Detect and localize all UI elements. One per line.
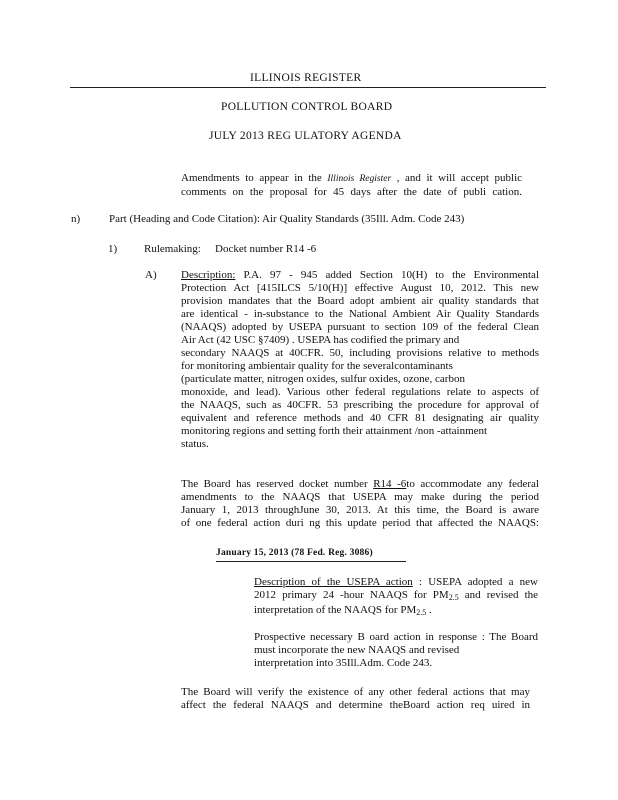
- usepa-action-label: Description of the USEPA action: [254, 576, 413, 588]
- rulemaking-label: Rulemaking:: [144, 243, 201, 255]
- citation-underline: [216, 561, 406, 562]
- rulemaking-marker: 1): [108, 243, 118, 255]
- verify-paragraph: The Board will verify the existence of any other federal actions that may affect the federal NAAQS and determine theBoard action req uired in: [181, 686, 530, 711]
- item-a-marker: A): [145, 269, 157, 281]
- intro-paragraph: Amendments to appear in the Illinois Register , and it will accept public comments on the proposal for 45 days after the date of publi cation.: [181, 172, 523, 198]
- usepa-action-paragraph: Description of the USEPA action : USEPA adopted a new 2012 primary 24 -hour NAAQS for $PM_{2.5}$ and revised the interpretation of the NAAQS for $PM_{2.5}$ .: [254, 576, 539, 617]
- description-label: Description:: [181, 269, 236, 281]
- federal-register-citation: January 15, 2013 (78 Fed. Reg. 3086): [216, 548, 373, 558]
- board-title: POLLUTION CONTROL BOARD: [221, 101, 393, 113]
- reserved-paragraph: The Board has reserved docket number R14 -6to accommodate any federal amendments to the NAAQS that USEPA may make during the period January 1, 2013 throughJune 30, 2013. At this time, the Board is aware of one federal action duri ng this update period that affected the NAAQS:: [181, 478, 539, 529]
- part-heading: Part (Heading and Code Citation): Air Quality Standards (35Ill. Adm. Code 243): [109, 213, 465, 225]
- docket-number: Docket number R14 -6: [215, 243, 317, 255]
- part-marker: n): [71, 213, 81, 225]
- reserved-docket: R14 -6: [373, 478, 407, 490]
- header-rule: [70, 87, 546, 88]
- prospective-action-paragraph: Prospective necessary B oard action in response : The Board must incorporate the new NAAQS and revised interpretation into 35Ill.Adm. Code 243.: [254, 631, 538, 669]
- register-title: ILLINOIS REGISTER: [250, 72, 362, 84]
- description-paragraph: Description: P.A. 97 - 945 added Section 10(H) to the Environmental Protection Act [415ILCS 5/10(H)] effective August 10, 2012. This new provision mandates that the Board adopt ambient air quality standards that are identical - in-substance to the National Ambient Air Quality Standards (NAAQS) adopted by USEPA pursuant to section 109 of the federal Clean Air Act (42 USC §7409) . USEPA has codified the primary and secondary NAAQS at 40CFR. 50, including provisions relative to methods for monitoring ambientair quality for the severalcontaminants (particulate matter, nitrogen oxides, sulfur oxides, ozone, carbon monoxide, and lead). Various other federal regulations relate to aspects of the NAAQS, such as 40CFR. 53 prescribing the procedure for approval of equivalent and reference methods and 40 CFR 81 designating air quality monitoring regions and setting forth their attainment /non -attainment status.: [181, 269, 539, 450]
- agenda-title: JULY 2013 REG ULATORY AGENDA: [209, 130, 402, 142]
